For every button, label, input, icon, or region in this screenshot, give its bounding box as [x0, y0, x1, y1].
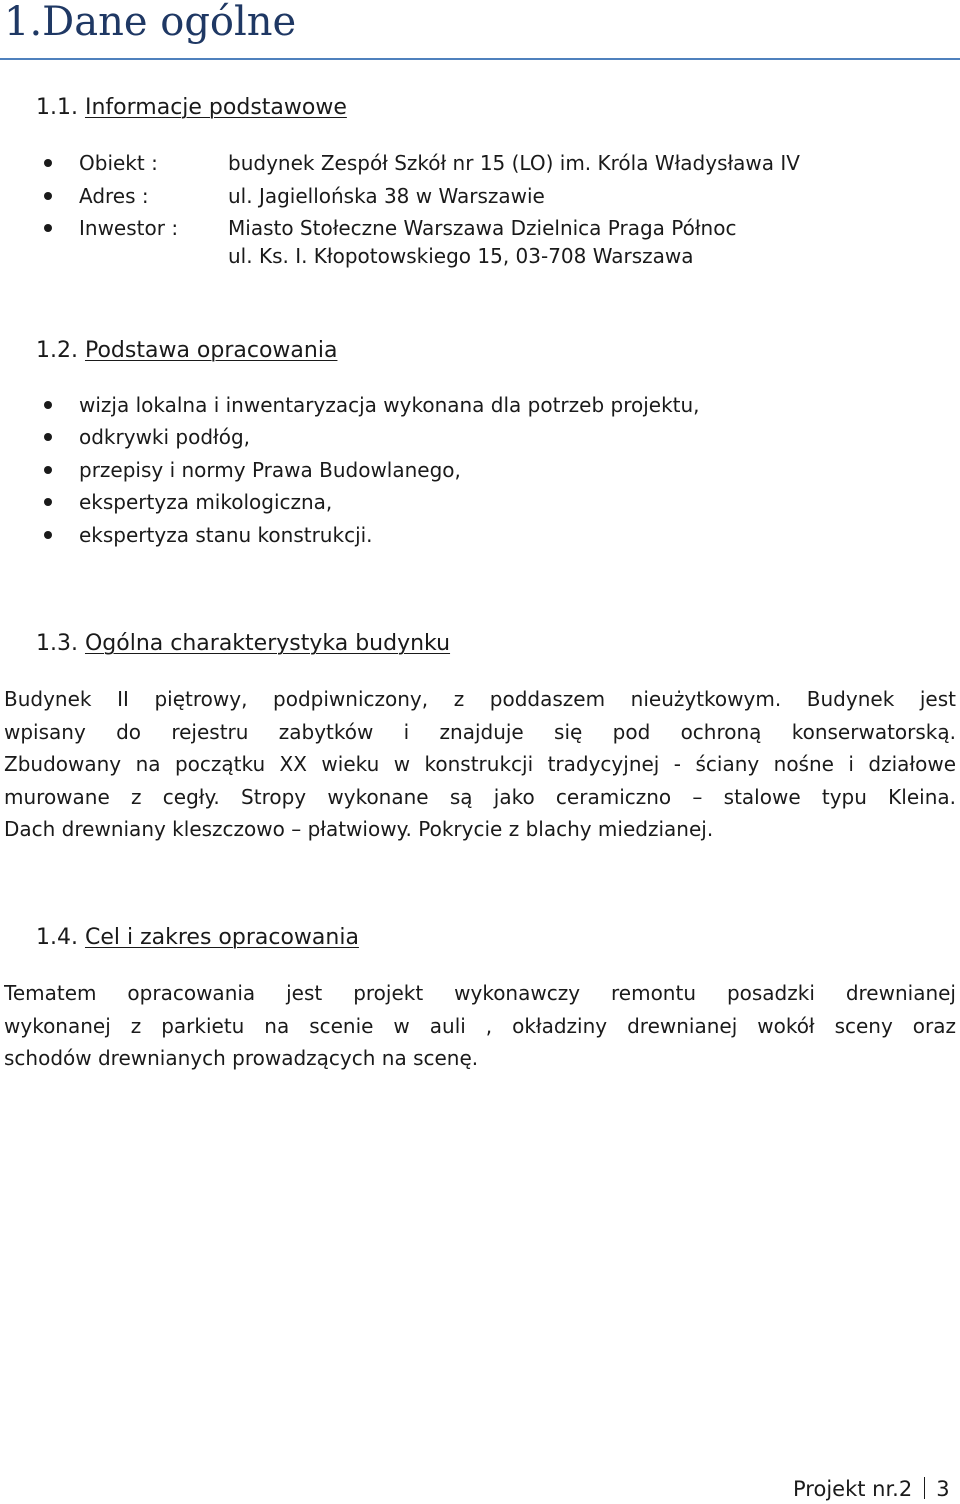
bullet-icon [44, 433, 52, 441]
item-value: ul. Jagiellońska 38 w Warszawie [228, 184, 545, 208]
paragraph-line: Tematem opracowania jest projekt wykonawczy remontu posadzki drewnianej [4, 981, 956, 1005]
item-text: odkrywki podłóg, [79, 425, 251, 449]
section-number: 1.4. [36, 925, 78, 950]
bullet-icon [44, 401, 52, 409]
footer-project-label: Projekt nr.2 [793, 1477, 913, 1501]
page-heading: 1.Dane ogólne [4, 0, 297, 45]
item-value: ul. Ks. I. Kłopotowskiego 15, 03-708 Warszawa [228, 244, 694, 268]
bullet-icon [44, 531, 52, 539]
section-title: Podstawa opracowania [84, 338, 338, 363]
paragraph-line: Dach drewniany kleszczowo – płatwiowy. Pokrycie z blachy miedzianej. [4, 817, 714, 841]
item-text: ekspertyza stanu konstrukcji. [79, 523, 373, 547]
section-number: 1.2. [36, 338, 78, 363]
section-1-4-paragraph [4, 977, 956, 1075]
section-1-1-heading [36, 93, 347, 123]
section-title: Ogólna charakterystyka budynku [84, 631, 451, 656]
paragraph-line: schodów drewnianych prowadzących na scenę. [4, 1046, 479, 1070]
page-number: 3 [936, 1477, 950, 1501]
page-footer [793, 1474, 950, 1504]
item-text: ekspertyza mikologiczna, [79, 490, 333, 514]
bullet-icon [44, 466, 52, 474]
paragraph-line: Budynek II piętrowy, podpiwniczony, z poddaszem nieużytkowym. Budynek jest [4, 687, 956, 711]
bullet-icon [44, 192, 52, 200]
bullet-icon [44, 159, 52, 167]
footer-separator [924, 1477, 925, 1499]
bullet-icon [44, 498, 52, 506]
section-1-4-heading [36, 923, 359, 953]
item-label: Obiekt : [79, 151, 158, 175]
paragraph-line: murowane z cegły. Stropy wykonane są jako ceramiczno – stalowe typu Kleina. [4, 784, 956, 809]
heading-rule [0, 58, 960, 60]
bullet-icon [44, 224, 52, 232]
item-text: przepisy i normy Prawa Budowlanego, [79, 458, 461, 482]
paragraph-line: wpisany do rejestru zabytków i znajduje się pod ochroną konserwatorską. [4, 719, 956, 744]
section-number: 1.1. [36, 95, 78, 120]
section-1-3-heading [36, 629, 450, 659]
item-label: Adres : [79, 184, 149, 208]
item-label: Inwestor : [79, 216, 179, 240]
section-1-2-heading [36, 336, 337, 366]
section-title: Informacje podstawowe [84, 95, 347, 120]
paragraph-line: wykonanej z parkietu na scenie w auli , okładziny drewnianej wokół sceny oraz [4, 1013, 956, 1038]
item-text: wizja lokalna i inwentaryzacja wykonana dla potrzeb projektu, [79, 393, 700, 417]
paragraph-line: Zbudowany na początku XX wieku w konstrukcji tradycyjnej - ściany nośne i działowe [4, 752, 956, 776]
section-1-3-paragraph [4, 683, 956, 846]
item-value: budynek Zespół Szkół nr 15 (LO) im. Króla Władysława IV [228, 151, 800, 175]
section-number: 1.3. [36, 631, 78, 656]
item-value: Miasto Stołeczne Warszawa Dzielnica Praga Północ [228, 216, 737, 240]
section-title: Cel i zakres opracowania [84, 925, 359, 950]
